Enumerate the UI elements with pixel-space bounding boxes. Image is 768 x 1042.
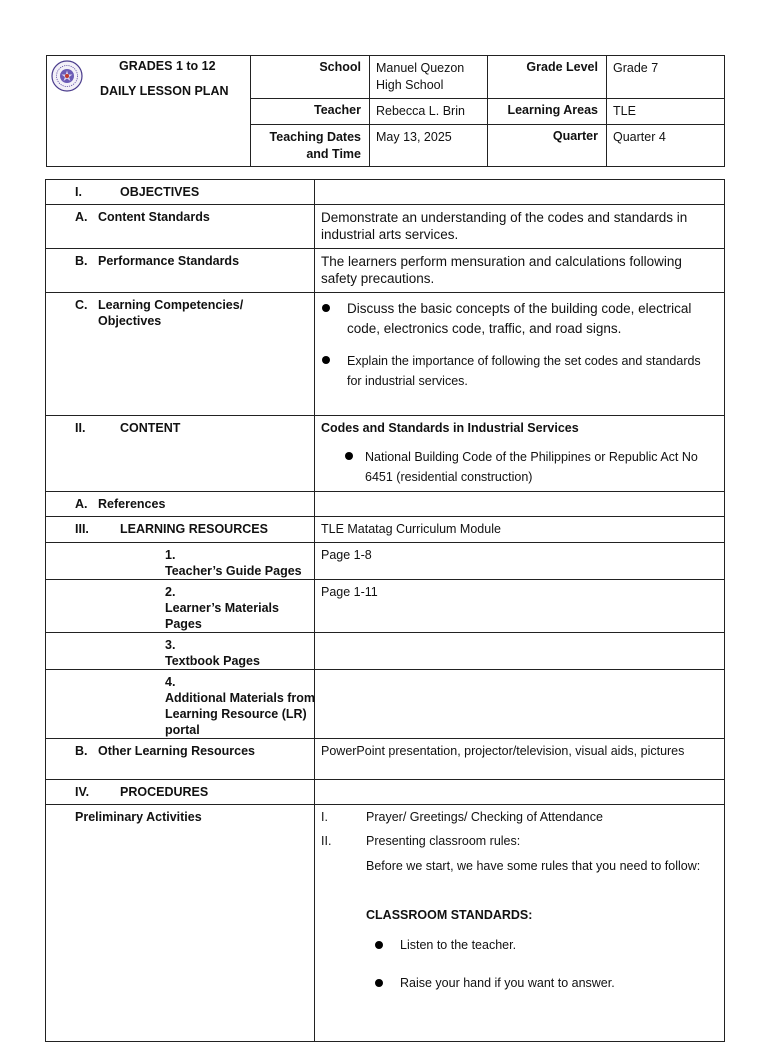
other-resources-label: Other Learning Resources: [98, 744, 255, 758]
rule-text: Raise your hand if you want to answer.: [400, 976, 615, 990]
competencies-label: Learning Competencies/ Objectives: [98, 298, 244, 328]
performance-standards-num: B.: [75, 254, 88, 268]
procedure-step-text: Presenting classroom rules:: [366, 834, 521, 848]
teaching-dates-label: Teaching Dates and Time: [251, 125, 370, 167]
bullet-icon: [345, 452, 353, 460]
references-num: A.: [75, 497, 88, 511]
performance-standards-row: [46, 249, 725, 293]
content-standards-num: A.: [75, 210, 88, 224]
procedure-step-text: Prayer/ Greetings/ Checking of Attendance: [366, 810, 603, 824]
quarter-value: Quarter 4: [607, 125, 725, 167]
rule-item: [321, 937, 718, 953]
other-resources-row: [46, 739, 725, 780]
content-item: [321, 447, 718, 487]
bullet-icon: [322, 356, 330, 364]
procedures-label: PROCEDURES: [120, 785, 209, 799]
grade-level-value: Grade 7: [607, 56, 725, 99]
content-num: II.: [75, 421, 86, 435]
resource-label: Additional Materials from Learning Resource (LR) portal: [165, 691, 316, 737]
resource-num: 4.: [165, 675, 176, 689]
learning-areas-value: TLE: [607, 99, 725, 125]
other-resources-num: B.: [75, 744, 88, 758]
learning-resources-label: LEARNING RESOURCES: [120, 522, 268, 536]
competency-item: [321, 299, 718, 339]
header-title-line1: GRADES 1 to 12: [119, 59, 216, 73]
content-label: CONTENT: [120, 421, 181, 435]
learning-resources-num: III.: [75, 522, 89, 536]
resource-value: Page 1-11: [315, 580, 725, 633]
resource-label: Textbook Pages: [165, 654, 260, 668]
procedure-step: [321, 809, 718, 825]
teacher-value: Rebecca L. Brin: [370, 99, 488, 125]
objectives-row: [46, 180, 725, 205]
rule-item: [321, 975, 718, 991]
objectives-label: OBJECTIVES: [120, 185, 200, 199]
performance-standards-value: The learners perform mensuration and calculations following safety precautions.: [315, 249, 725, 293]
school-label: School: [251, 56, 370, 99]
deped-seal-icon: [51, 60, 83, 92]
resource-num: 1.: [165, 548, 176, 562]
resource-num: 3.: [165, 638, 176, 652]
bullet-icon: [375, 941, 383, 949]
content-item-text: National Building Code of the Philippines or Republic Act No 6451 (residential construction): [365, 450, 698, 484]
bullet-icon: [322, 304, 330, 312]
resource-value: [315, 670, 725, 739]
resource-num: 2.: [165, 585, 176, 599]
learning-resources-value: TLE Matatag Curriculum Module: [315, 517, 725, 543]
content-row: [46, 416, 725, 492]
header-table: [46, 55, 725, 167]
header-title-line2: DAILY LESSON PLAN: [100, 84, 229, 98]
preliminary-row: [46, 805, 725, 1042]
competencies-row: [46, 293, 725, 416]
school-value: Manuel Quezon High School: [370, 56, 488, 99]
procedure-step-num: II.: [321, 834, 332, 848]
performance-standards-label: Performance Standards: [98, 254, 240, 268]
resource-row: [46, 580, 725, 633]
resource-row: [46, 543, 725, 580]
resource-value: Page 1-8: [315, 543, 725, 580]
content-title: Codes and Standards in Industrial Services: [321, 421, 579, 435]
rule-text: Listen to the teacher.: [400, 938, 517, 952]
bullet-icon: [375, 979, 383, 987]
teacher-label: Teacher: [251, 99, 370, 125]
quarter-label: Quarter: [488, 125, 607, 167]
references-label: References: [98, 497, 166, 511]
header-title-cell: [47, 56, 251, 167]
learning-resources-row: [46, 517, 725, 543]
competency-text: Explain the importance of following the set codes and standards for industrial services.: [347, 354, 701, 388]
competencies-num: C.: [75, 298, 88, 312]
content-standards-row: [46, 205, 725, 249]
references-row: [46, 492, 725, 517]
resource-label: Teacher’s Guide Pages: [165, 564, 302, 578]
preliminary-label: Preliminary Activities: [46, 805, 315, 1042]
content-standards-label: Content Standards: [98, 210, 210, 224]
teaching-dates-value: May 13, 2025: [370, 125, 488, 167]
classroom-standards-title: CLASSROOM STANDARDS:: [366, 908, 533, 922]
learning-areas-label: Learning Areas: [488, 99, 607, 125]
resource-value: [315, 633, 725, 670]
procedures-row: [46, 780, 725, 805]
competency-item: [321, 351, 718, 391]
competency-text: Discuss the basic concepts of the building code, electrical code, electronics code, traffic, and road signs.: [347, 301, 692, 336]
procedures-num: IV.: [75, 785, 90, 799]
content-standards-value: Demonstrate an understanding of the codes and standards in industrial arts services.: [315, 205, 725, 249]
resource-label: Learner’s Materials Pages: [165, 601, 279, 631]
procedure-intro: Before we start, we have some rules that you need to follow:: [366, 859, 701, 873]
objectives-num: I.: [75, 185, 82, 199]
procedure-step: [321, 833, 718, 849]
resource-row: [46, 670, 725, 739]
other-resources-value: PowerPoint presentation, projector/television, visual aids, pictures: [315, 739, 725, 780]
resource-row: [46, 633, 725, 670]
grade-level-label: Grade Level: [488, 56, 607, 99]
procedure-step-num: I.: [321, 810, 328, 824]
lesson-plan-table: [45, 179, 725, 1042]
